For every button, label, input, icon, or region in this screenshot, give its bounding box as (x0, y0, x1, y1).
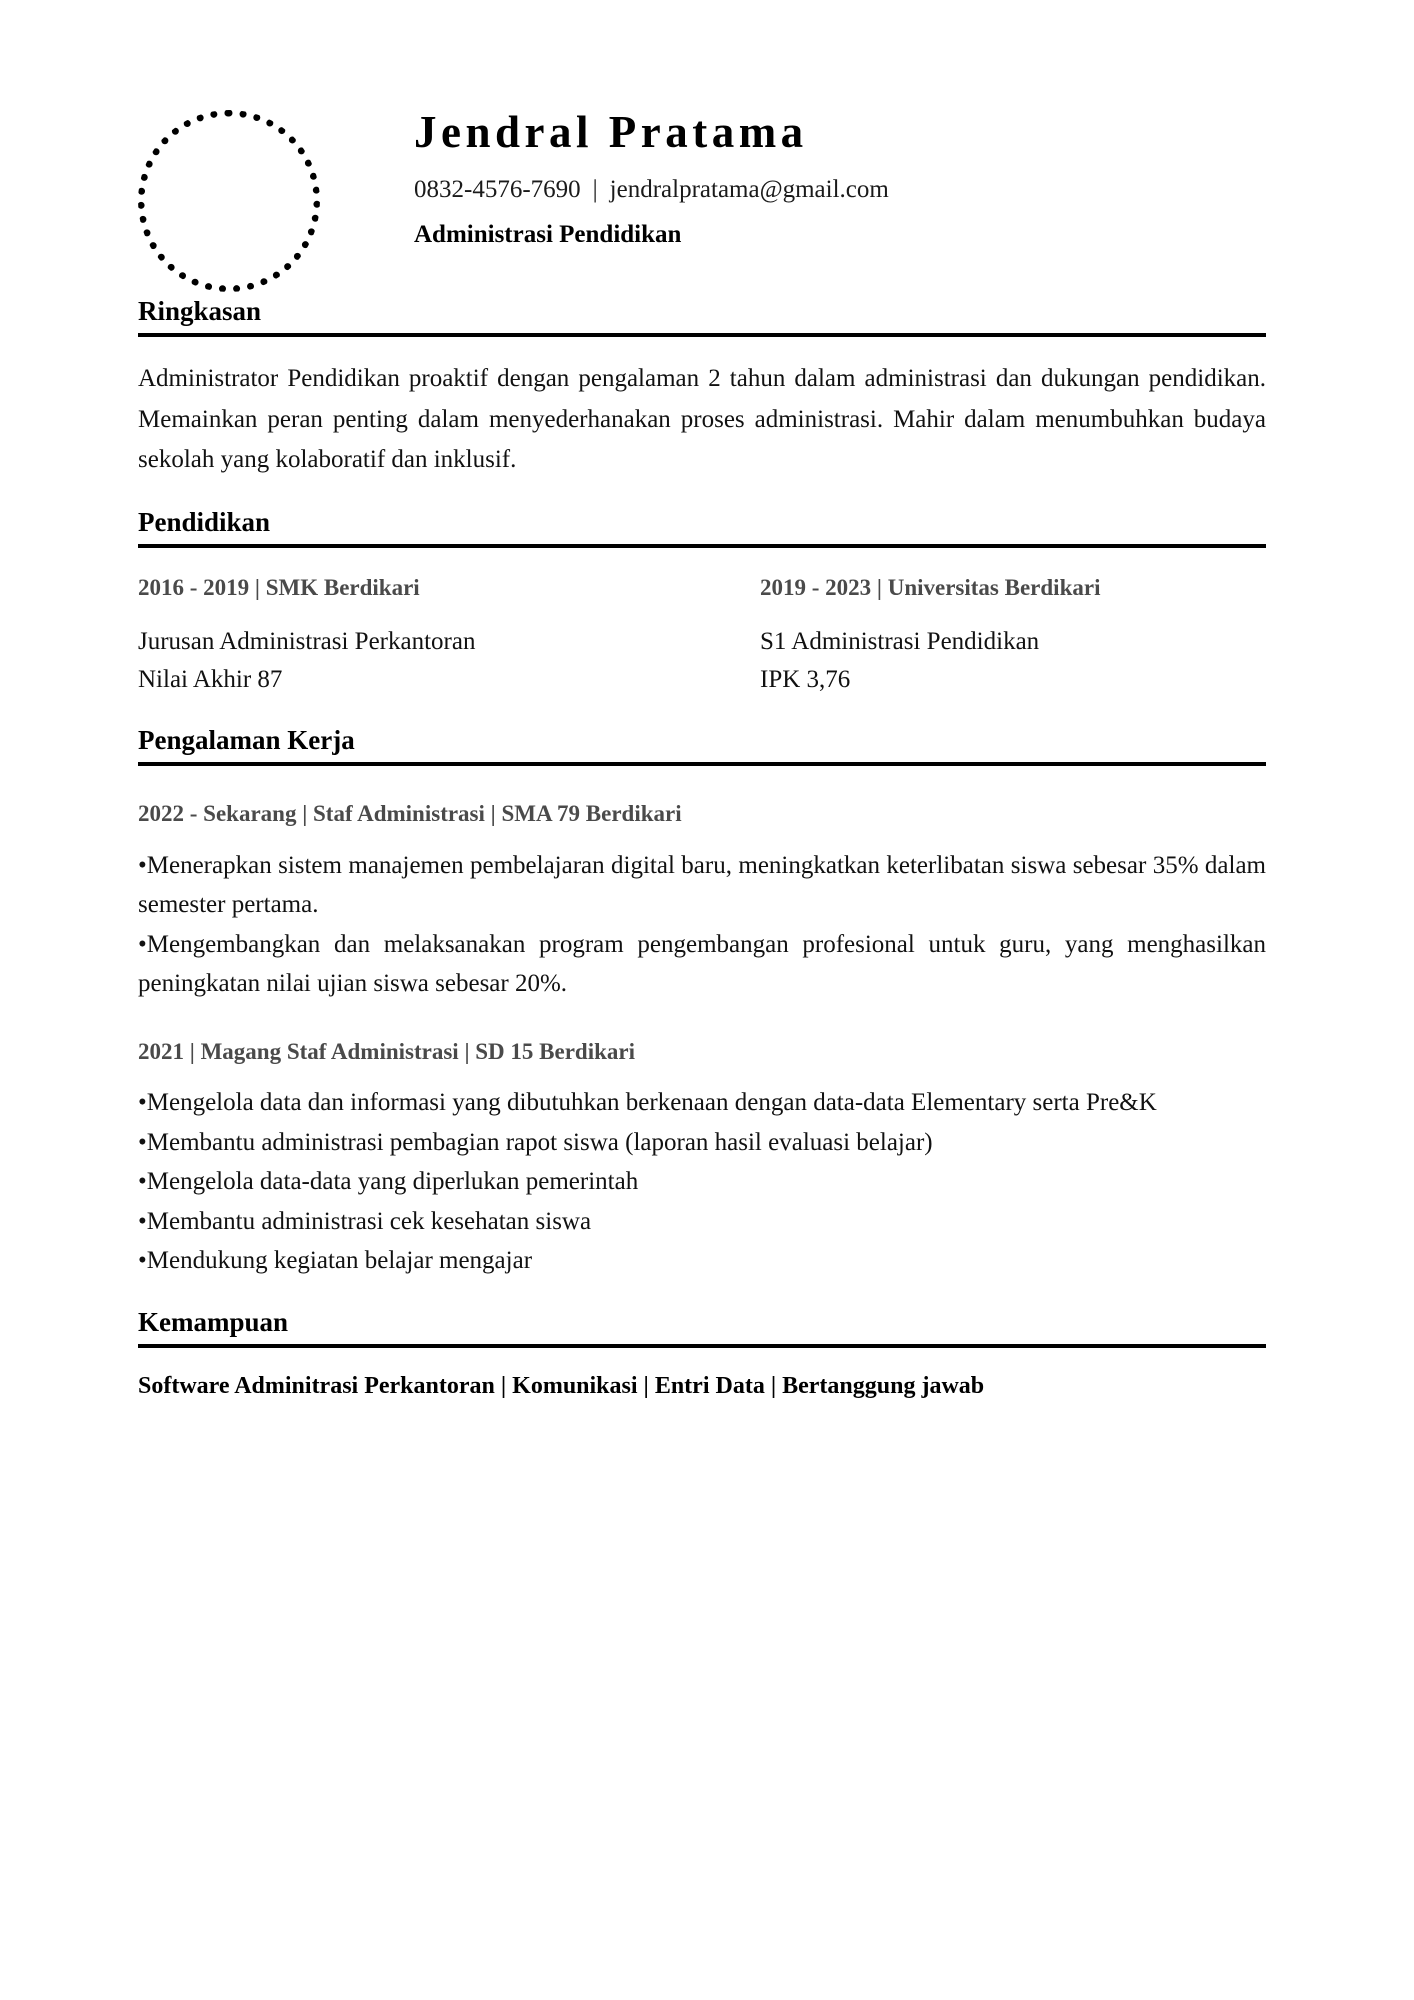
experience-entry-header: 2022 - Sekarang | Staf Administrasi | SMA 79 Berdikari (138, 801, 682, 827)
section-heading-summary: Ringkasan (138, 296, 262, 326)
list-item: •Mengelola data-data yang diperlukan pemerintah (138, 1168, 639, 1196)
list-item: •Menerapkan sistem manajemen pembelajaran digital baru, meningkatkan keterlibatan siswa sebesar 35% dalam semester pertama. (138, 851, 1266, 919)
resume-content (138, 0, 1266, 1403)
education-entry-detail: Nilai Akhir 87 (138, 666, 283, 694)
dotted-circle-avatar-placeholder-icon (138, 110, 320, 292)
section-divider (138, 762, 1266, 766)
section-divider (138, 1344, 1266, 1348)
section-divider (138, 333, 1266, 337)
education-entry-header: 2016 - 2019 | SMK Berdikari (138, 574, 420, 600)
contact-separator: | (592, 176, 598, 203)
education-entry-header: 2019 - 2023 | Universitas Berdikari (760, 574, 1101, 600)
section-heading-experience: Pengalaman Kerja (138, 725, 355, 756)
skills-text: Software Adminitrasi Perkantoran | Komunikasi | Entri Data | Bertanggung jawab (138, 1372, 985, 1399)
section-summary (138, 296, 1266, 481)
summary-text: Administrator Pendidikan proaktif dengan pengalaman 2 tahun dalam administrasi dan dukungan pendidikan. Memainkan peran penting dalam menyederhanakan proses administrasi. Mahir dalam menumbuhkan budaya sekolah yang kolaboratif dan inklusif. (138, 365, 1266, 473)
section-heading-education: Pendidikan (138, 506, 271, 537)
section-education (138, 507, 1266, 700)
list-item: •Membantu administrasi pembagian rapot siswa (laporan hasil evaluasi belajar) (138, 1128, 933, 1156)
education-grid (138, 574, 1266, 700)
section-experience (138, 725, 1266, 1281)
education-entry (138, 574, 702, 700)
phone-number: 0832-4576-7690 (414, 176, 581, 203)
list-item: •Mendukung kegiatan belajar mengajar (138, 1247, 533, 1275)
education-entry-detail: Jurusan Administrasi Perkantoran (138, 628, 476, 656)
email-address: jendralpratama@gmail.com (609, 176, 889, 203)
list-item: •Membantu administrasi cek kesehatan siswa (138, 1207, 592, 1235)
list-item: •Mengelola data dan informasi yang dibutuhkan berkenaan dengan data-data Elementary serta Pre&K (138, 1089, 1157, 1117)
section-heading-skills: Kemampuan (138, 1306, 289, 1337)
section-divider (138, 544, 1266, 548)
list-item: •Mengembangkan dan melaksanakan program pengembangan profesional untuk guru, yang menghasilkan peningkatan nilai ujian siswa sebesar 20%. (138, 930, 1266, 998)
contact-line (414, 175, 1266, 205)
experience-entry (138, 800, 1266, 1004)
experience-entry (138, 1038, 1266, 1281)
education-entry-detail: IPK 3,76 (760, 666, 851, 694)
experience-bullet-list (138, 1083, 1266, 1281)
experience-entry-header: 2021 | Magang Staf Administrasi | SD 15 Berdikari (138, 1038, 635, 1064)
education-entry (702, 574, 1266, 700)
resume-header (138, 0, 1266, 270)
experience-bullet-list (138, 846, 1266, 1004)
job-title: Administrasi Pendidikan (414, 221, 682, 248)
section-skills (138, 1307, 1266, 1404)
header-text-block (414, 107, 1266, 249)
education-entry-detail: S1 Administrasi Pendidikan (760, 628, 1040, 656)
page-title: Jendral Pratama (414, 107, 808, 157)
